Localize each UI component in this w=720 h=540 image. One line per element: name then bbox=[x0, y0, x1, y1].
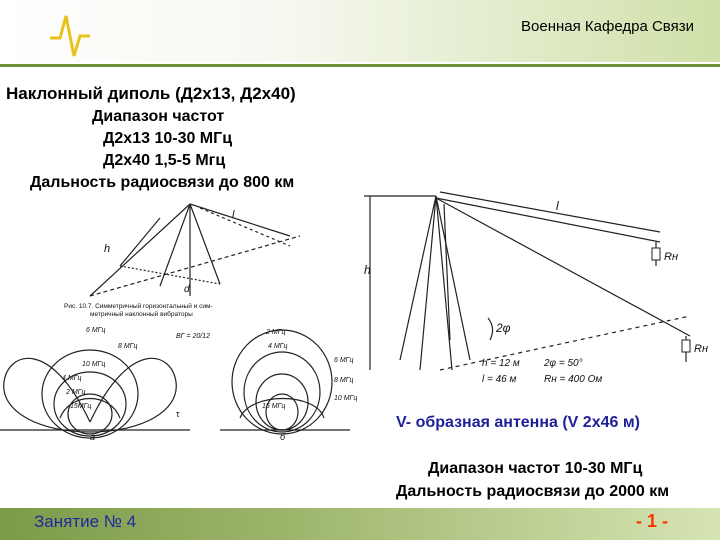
r-10mhz: 10 МГц bbox=[334, 395, 358, 402]
dipole-title: Наклонный диполь (Д2х13, Д2х40) bbox=[6, 84, 296, 103]
h-label: h bbox=[104, 243, 111, 255]
vg-formula: ВГ = 20/12 bbox=[176, 333, 210, 340]
page-number: - 1 - bbox=[635, 511, 668, 531]
l-15mhz: 15МГц bbox=[70, 403, 92, 410]
mark-a: а bbox=[90, 432, 96, 442]
footer-bar bbox=[0, 508, 720, 540]
param-rn: Rн = 400 Ом bbox=[544, 374, 603, 385]
tau-mark: τ bbox=[176, 409, 180, 419]
l-10mhz: 10 МГц bbox=[82, 361, 106, 368]
signal-logo-icon bbox=[50, 12, 90, 60]
d-label: d bbox=[184, 284, 190, 295]
rn-label-bottom: Rн bbox=[694, 343, 708, 355]
v-range-text: Дальность радиосвязи до 2000 км bbox=[396, 483, 670, 500]
r-15mhz: 15 МГц bbox=[262, 403, 286, 410]
angle-label: 2φ bbox=[496, 321, 511, 335]
d2x40-range: Д2х40 1,5-5 Мгц bbox=[103, 152, 226, 169]
d2x13-range: Д2х13 10-30 МГц bbox=[103, 130, 233, 147]
l-4mhz: 4 МГц bbox=[62, 375, 82, 382]
dipole-diagram bbox=[60, 196, 320, 326]
header-divider bbox=[0, 64, 720, 67]
v-freq-range: Диапазон частот 10-30 МГц bbox=[428, 460, 643, 477]
param-l: l = 46 м bbox=[482, 374, 517, 385]
rn-label-top: Rн bbox=[664, 251, 678, 263]
radiation-patterns bbox=[0, 322, 370, 442]
l-label: l bbox=[232, 209, 235, 221]
l-8mhz: 8 МГц bbox=[118, 343, 138, 350]
fig1-caption-1: Рис. 10.7. Симметричный горизонтальный и сим- bbox=[64, 303, 213, 310]
header-bar bbox=[0, 0, 720, 62]
r-2mhz: 2 МГц bbox=[266, 329, 286, 336]
r-4mhz: 4 МГц bbox=[268, 343, 288, 350]
v-antenna-diagram bbox=[360, 190, 710, 405]
l-6mhz: 6 МГц bbox=[86, 327, 106, 334]
l-dim-label: l bbox=[556, 199, 559, 213]
r-6mhz: 6 МГц bbox=[334, 357, 354, 364]
param-h: h = 12 м bbox=[482, 358, 520, 369]
header-title: Военная Кафедра Связи bbox=[521, 18, 694, 35]
dipole-range-text: Дальность радиосвязи до 800 км bbox=[30, 174, 295, 191]
l-2mhz: 2 МГц bbox=[66, 389, 86, 396]
mark-b: б bbox=[280, 432, 286, 442]
h-dim-label: h bbox=[364, 263, 371, 277]
freq-range-label: Диапазон частот bbox=[92, 108, 225, 125]
v-antenna-caption: V- образная антенна (V 2х46 м) bbox=[396, 414, 640, 431]
r-8mhz: 8 МГц bbox=[334, 377, 354, 384]
fig1-caption-2: метричный наклонный вибраторы bbox=[90, 311, 193, 318]
param-angle: 2φ = 50° bbox=[544, 358, 583, 369]
lesson-label: Занятие № 4 bbox=[34, 512, 137, 531]
